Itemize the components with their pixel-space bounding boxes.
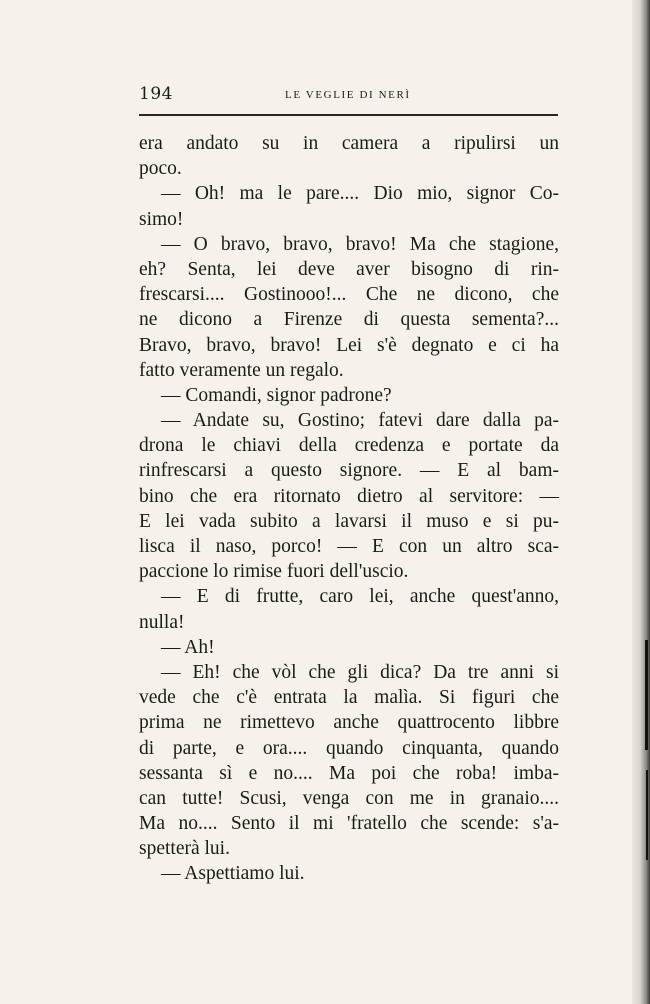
header-rule — [139, 114, 558, 116]
text-line: — Ah! — [161, 636, 215, 658]
text-line: paccione lo rimise fuori dell'uscio. — [139, 561, 409, 583]
text-line: prima ne rimettevo anche quattrocento libbre — [139, 712, 559, 734]
scan-edge — [632, 0, 650, 1004]
text-line: frescarsi.... Gostinooo!... Che ne dicono, che — [139, 284, 559, 306]
running-title: LE VEGLIE DI NERÌ — [285, 89, 411, 101]
text-line: poco. — [139, 158, 182, 180]
scan-edge-mark — [645, 640, 648, 750]
text-line: — Andate su, Gostino; fatevi dare dalla pa- — [161, 410, 559, 432]
text-line: simo! — [139, 208, 184, 230]
text-line: fatto veramente un regalo. — [139, 359, 344, 381]
text-line: drona le chiavi della credenza e portate da — [139, 435, 559, 457]
text-line: bino che era ritornato dietro al servitore: — — [139, 485, 559, 507]
text-line: — Eh! che vòl che gli dica? Da tre anni si — [161, 661, 559, 683]
text-line: di parte, e ora.... quando cinquanta, quando — [139, 737, 559, 759]
text-line: — Comandi, signor padrone? — [161, 384, 392, 406]
page-number: 194 — [139, 84, 173, 104]
body-text — [139, 131, 559, 887]
text-line: Ma no.... Sento il mi 'fratello che scende: s'a- — [139, 813, 559, 835]
text-line: — E di frutte, caro lei, anche quest'anno, — [161, 586, 559, 608]
text-line: Bravo, bravo, bravo! Lei s'è degnato e ci ha — [139, 334, 559, 356]
text-line: can tutte! Scusi, venga con me in granaio.... — [139, 787, 559, 809]
text-line: — Aspettiamo lui. — [161, 863, 305, 885]
text-line: era andato su in camera a ripulirsi un — [139, 133, 559, 154]
text-line: nulla! — [139, 611, 185, 633]
text-line: ne dicono a Firenze di questa sementa?... — [139, 309, 559, 331]
text-line: spetterà lui. — [139, 838, 230, 860]
scan-edge-mark — [646, 770, 648, 860]
text-line: rinfrescarsi a questo signore. — E al bam- — [139, 460, 559, 482]
text-line: sessanta sì e no.... Ma poi che roba! imba- — [139, 762, 559, 784]
text-line: E lei vada subito a lavarsi il muso e si pu- — [139, 510, 559, 532]
text-line: — O bravo, bravo, bravo! Ma che stagione, — [161, 233, 559, 255]
text-line: vede che c'è entrata la malìa. Si figuri che — [139, 687, 559, 709]
text-line: lisca il naso, porco! — E con un altro sca- — [139, 536, 559, 557]
text-line: — Oh! ma le pare.... Dio mio, signor Co- — [161, 183, 559, 205]
running-head — [139, 82, 557, 108]
text-line: eh? Senta, lei deve aver bisogno di rin- — [139, 258, 559, 280]
